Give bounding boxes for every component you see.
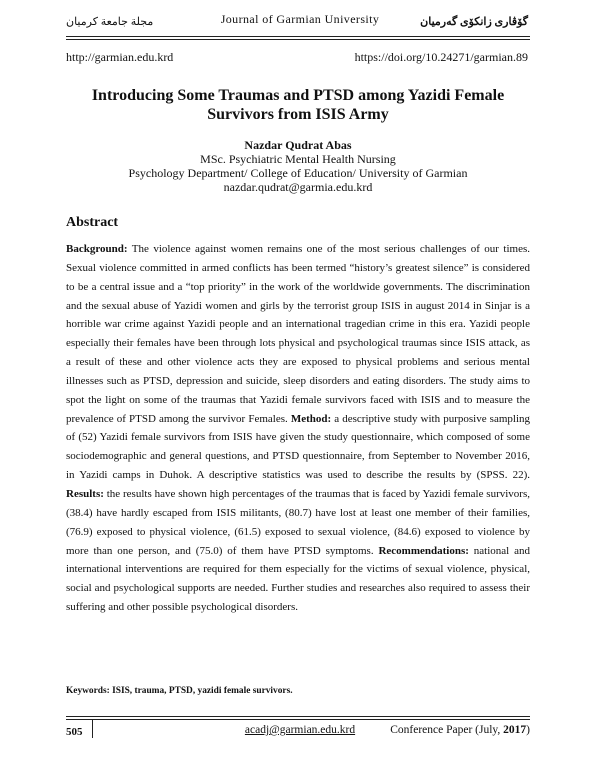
paper-title-line-2: Survivors from ISIS Army — [207, 106, 389, 123]
abstract-heading: Abstract — [66, 215, 119, 230]
conference-prefix: Conference Paper (July, — [390, 724, 504, 736]
header-kurdish-title: گۆڤاری زانکۆی گەرمیان — [420, 16, 528, 28]
conference-year: 2017 — [503, 724, 527, 736]
page-number: 505 — [66, 726, 83, 738]
journal-email[interactable]: acadj@garmian.edu.krd — [244, 724, 356, 736]
university-url[interactable]: http://garmian.edu.krd — [66, 50, 174, 64]
conference-note — [390, 724, 530, 736]
paper-title-line-1: Introducing Some Traumas and PTSD among Yazidi Female — [91, 87, 505, 104]
recommendations-label: Recommendations: — [378, 544, 469, 557]
header-rule — [66, 36, 530, 37]
conference-suffix: ) — [526, 724, 530, 736]
footer-rule — [66, 716, 530, 717]
header-arabic-title: مجلة جامعة كرميان — [66, 16, 154, 28]
doi-link[interactable]: https://doi.org/10.24271/garmian.89 — [354, 50, 528, 64]
author-affiliation: Psychology Department/ College of Education/ University of Garmian — [128, 166, 468, 180]
footer-rule-double — [66, 719, 530, 720]
method-label: Method: — [290, 412, 332, 425]
method-text: a descriptive study with purposive sampling of (52) Yazidi female survivors from ISIS have given the study questionnaire, which composed of some sociodemographic and general questions, and PTSD questionnaire, from September to November 2016, in Yazidi camps in Duhok. A descriptive statistics was used to describe the results by (SPSS. 22). — [66, 412, 531, 482]
abstract-body — [66, 240, 530, 617]
author-degree: MSc. Psychiatric Mental Health Nursing — [200, 152, 396, 166]
background-label: Background: — [66, 243, 128, 255]
author-email[interactable]: nazdar.qudrat@garmia.edu.krd — [223, 180, 373, 194]
results-label: Results: — [66, 487, 104, 500]
recommendations-text: national and international interventions are required for them especially for the victims of sexual violence, physical, social and psychological supports are needed. Further studies and researches also required to assess their suffering and other possible psychological disorders. — [66, 544, 530, 614]
results-text: the results have shown high percentages of the traumas that is faced by Yazidi female survivors, (38.4) have hardly escaped from ISIS militants, (80.7) have lost at least one member of their families, (76.9) exposed to physical violence, (61.5) exposed to sexual violence, (84.6) exposed to violence by more than one person, and (75.0) of them have PTSD symptoms. — [66, 487, 530, 557]
author-name: Nazdar Qudrat Abas — [244, 138, 352, 152]
header-rule-double — [66, 39, 530, 40]
journal-name: Journal of Garmian University — [220, 12, 380, 26]
paper-title — [66, 86, 530, 124]
keywords: Keywords: ISIS, trauma, PTSD, yazidi female survivors. — [66, 686, 293, 696]
background-text: The violence against women remains one of the most serious challenges of our times. Sexual violence committed in armed conflicts has been termed “history’s greatest silence” is considered to be a central issue and a “top priority” in the work of the worldwide governments. The discrimination and the sexual abuse of Yazidi women and girls by the terrorist group ISIS in august 2014 in Sinjar is a horrible war crime against Yazidi people and an international tragedian crime in this era. Yazidi people especially their females have been through lots physical and psychological traumas since ISIS attack, as a result of these and other violence acts they are exposed to physical problems and serious mental illnesses such as PTSD, depression and suicide, sleep disorders and eating disorders. The study aims to spot the light on some of the traumas that Yazidi female survivors faced with ISIS and to measure the prevalence of PTSD among the survivor Females. — [66, 243, 530, 425]
